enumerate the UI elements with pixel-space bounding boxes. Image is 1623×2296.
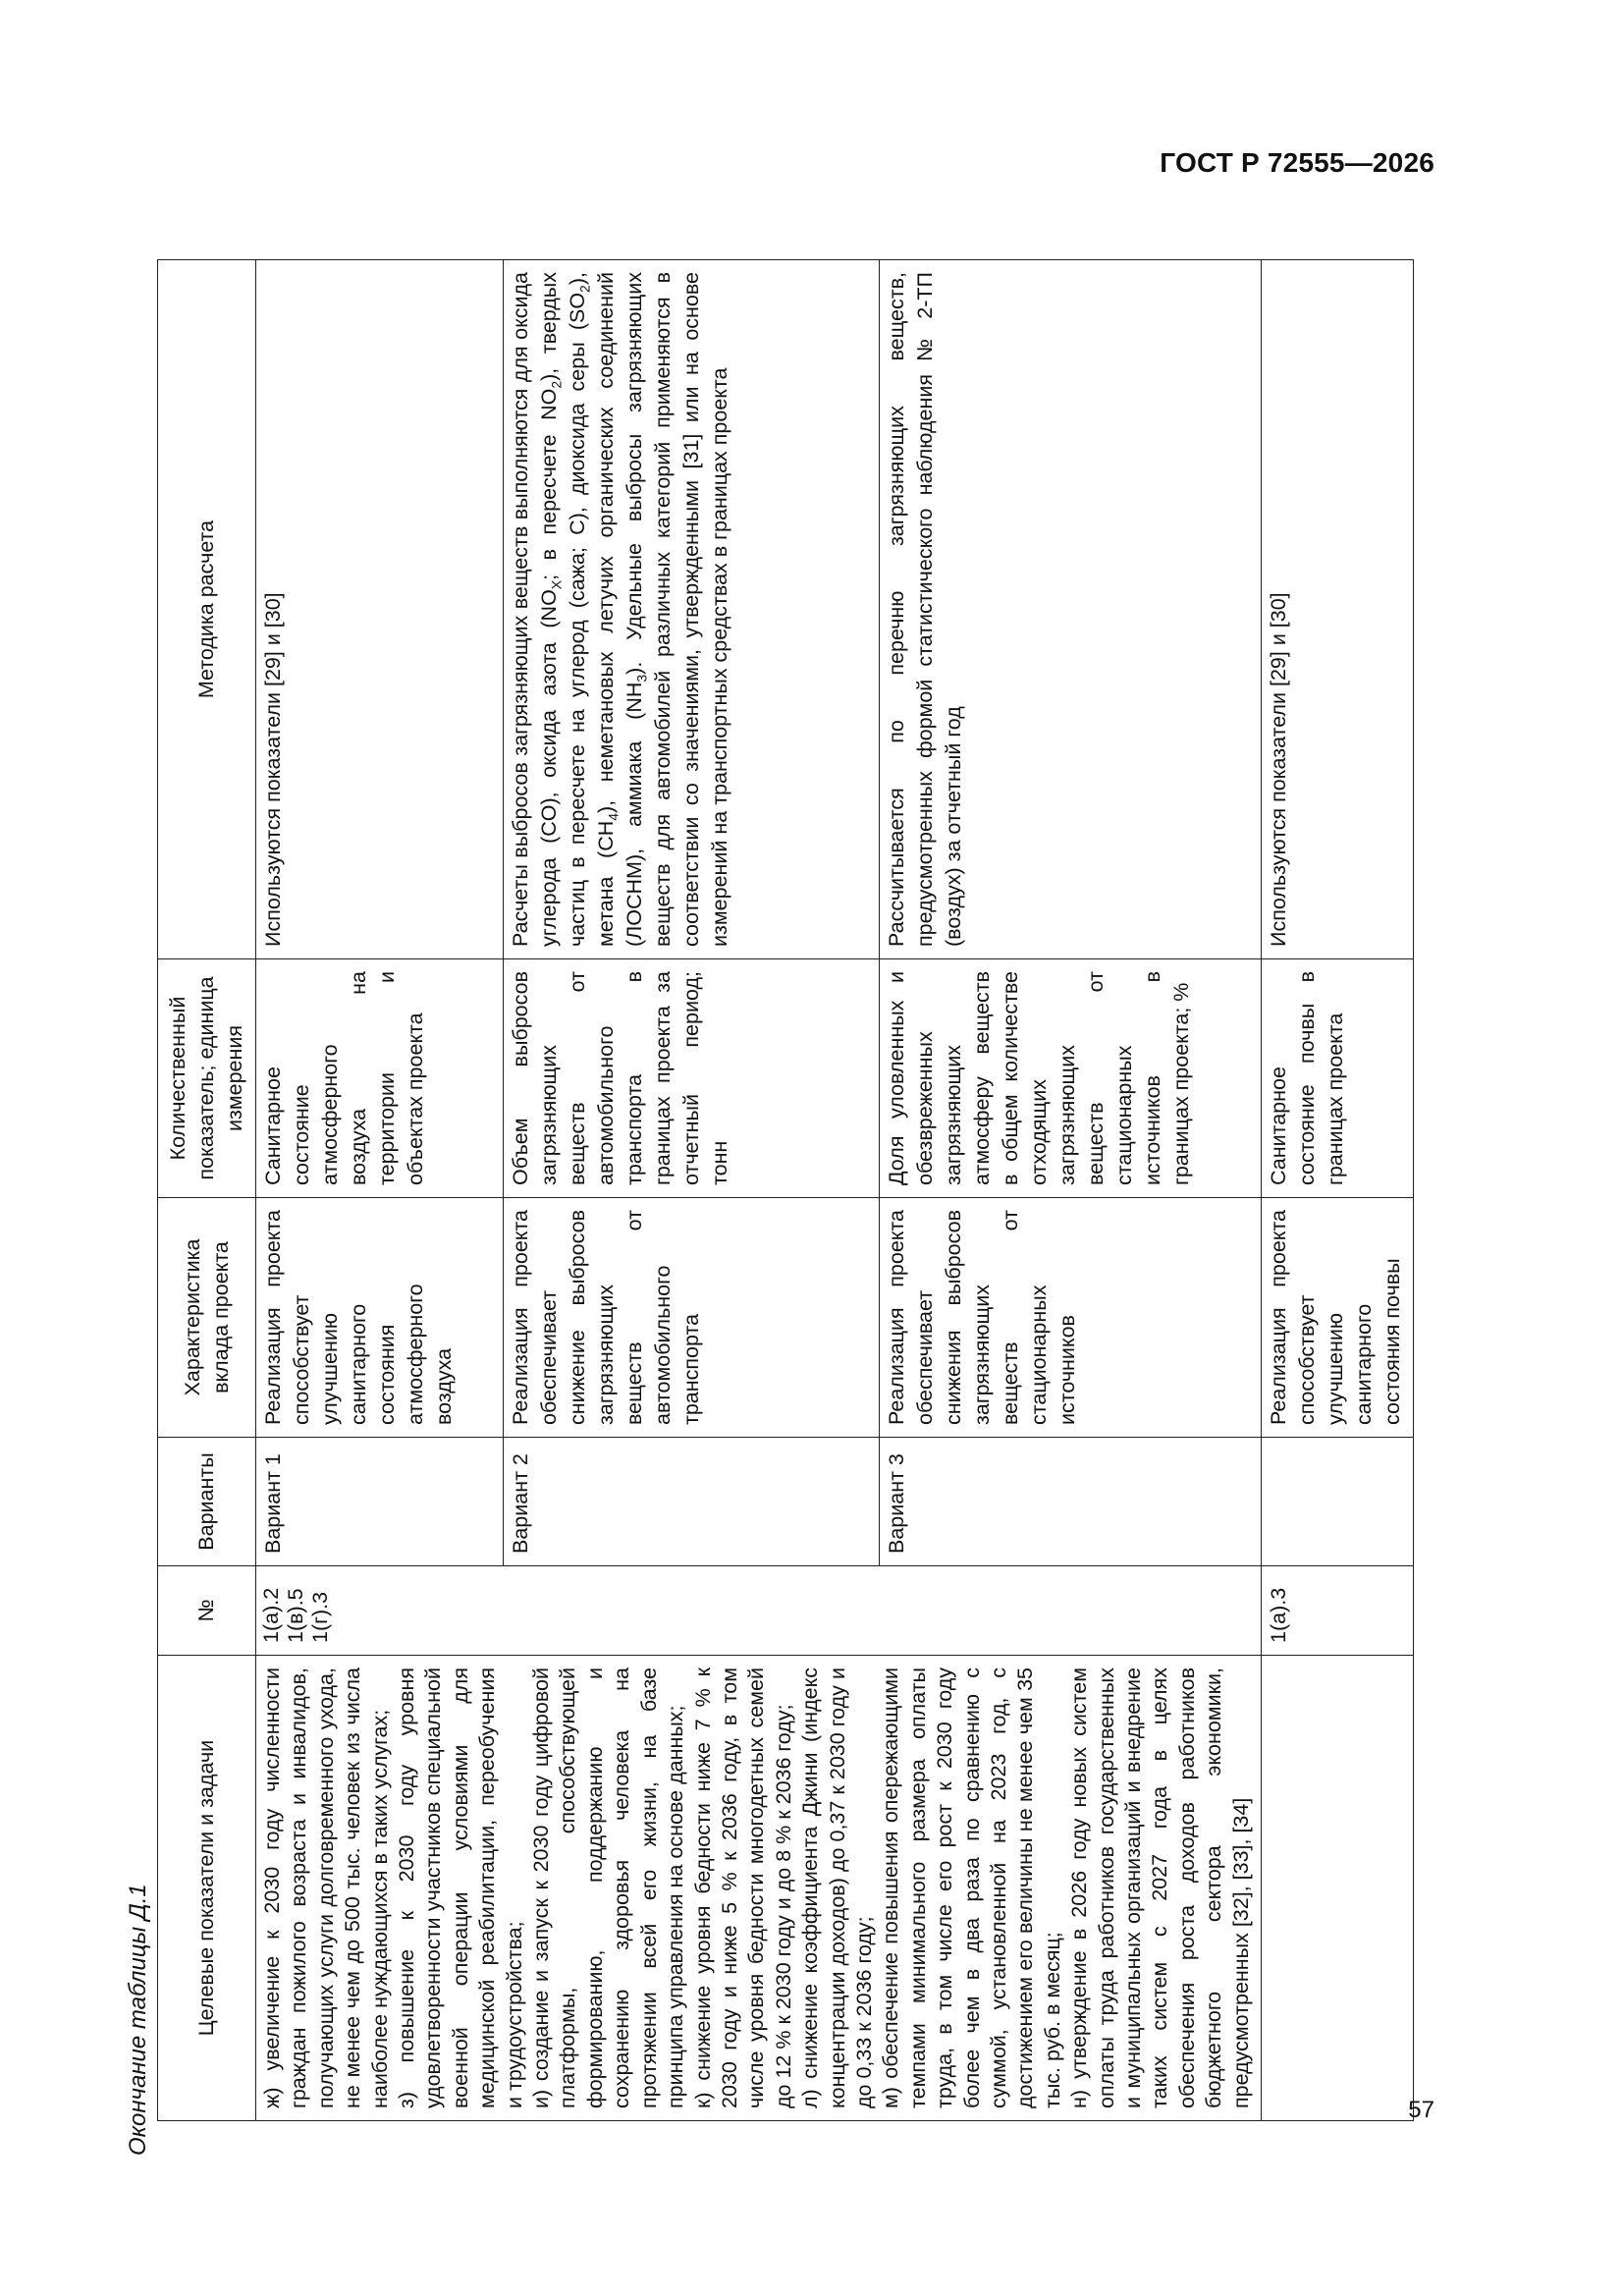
method-cell: Рассчитывается по перечню загрязняющих веществ, предусмотренных формой статистического наблюдения № 2-ТП (воздух) за отчетный год [880,260,1262,959]
col-header-indicator: Количественный показатель; единица измерения [158,959,256,1198]
number-item: 1(г).3 [308,1591,332,1643]
indicator-cell: Доля уловленных и обезвреженных загрязняющих атмосферу веществ в общем количестве отходящих загрязняющих веществ от стационарных источников в границах проекта; % [880,959,1262,1198]
subscript: 3 [632,674,649,683]
indicator-cell: Санитарное состояние почвы в границах проекта [1262,959,1414,1198]
method-text: ). Удельные выбросы загрязняющих веществ для автомобилей различных категорий применяются в соответствии со значениями, утвержденными [31] или на основе измерений на транспортных средствах в границах проекта [622,272,731,947]
method-text: ; в пересчете NO [536,388,561,580]
table-caption: Окончание таблицы Д.1 [125,1884,151,2156]
table-row [256,260,504,2121]
table-row [1262,260,1414,2121]
rotated-page-content [120,231,1435,2156]
method-cell: Используются показатели [29] и [30] [256,260,504,959]
number-item: 1(а).2 [259,1587,283,1643]
results-table [157,259,1414,2121]
variant-cell: Вариант 3 [880,1438,1262,1566]
goals-cell-empty [1262,1656,1414,2121]
goals-cell [256,1656,1262,2121]
goal-item: м) обеспечение повышения опережающими темпами минимального размера оплаты труда, в том числе его рост к 2030 году более чем в два раза по сравнению с суммой, установленной на 2023 год, с достижением его величины не менее чем 35 тыс. руб. в месяц; [879,1667,1064,2108]
method-text: ), неметановых летучих органических соединений (ЛОСНМ), аммиака (NH [593,272,646,947]
col-header-goals: Целевые показатели и задачи [158,1656,256,2121]
goal-item: ж) увеличение к 2030 году численности граждан пожилого возраста и инвалидов, получающих услуги долговременного ухода, не менее чем до 500 тыс. человек из числа наиболее нуждающихся в таких услугах; [260,1667,392,2108]
variant-cell [1262,1438,1414,1566]
col-header-contribution: Характеристика вклада проекта [158,1198,256,1438]
col-header-method: Методика расчета [158,260,256,959]
col-header-variants: Варианты [158,1438,256,1566]
contribution-cell: Реализация проекта обеспечивает снижение выбросов загрязняющих веществ от автомобильного транспорта [503,1198,880,1438]
goal-item: к) снижение уровня бедности ниже 7 % к 2030 году и ниже 5 % к 2036 году, в том числе уровня бедности многодетных семей до 12 % к 2030 году и до 8 % к 2036 году; [690,1667,795,2108]
method-cell: Используются показатели [29] и [30] [1262,260,1414,959]
goal-item: и) создание и запуск к 2030 году цифровой платформы, способствующей формированию, поддержанию и сохранению здоровья человека на протяжении всей его жизни, на базе принципа управления на основе данных; [529,1667,688,2108]
indicator-cell: Объем выбросов загрязняющих веществ от автомобильного транспорта в границах проекта за отчетный период; тонн [503,959,880,1198]
goal-item: н) утверждение в 2026 году новых систем оплаты труда работников государственных и муниципальных организаций и внедрение таких систем с 2027 года в целях обеспечения роста доходов работников бюджетного сектора экономики, предусмотренных [32], [33], [34] [1067,1667,1253,2108]
method-cell [503,260,880,959]
subscript: X [547,579,564,590]
goal-item: з) повышение к 2030 году уровня удовлетворенности участников специальной военной операции условиями для медицинской реабилитации, переобучения и трудоустройства; [395,1667,526,2108]
col-header-number: № [158,1566,256,1656]
number-item: 1(в).5 [284,1588,307,1643]
table-header-row [158,260,256,2121]
contribution-cell: Реализация проекта способствует улучшению санитарного состояния атмосферного воздуха [256,1198,504,1438]
goal-item: л) снижение коэффициента Джини (индекс концентрации доходов) до 0,37 к 2030 году и до 0,33 к 2036 году; [798,1667,876,2108]
method-text: ), метана (CH [565,272,618,947]
method-text: ), твердых частиц в пересчете на углерод (сажа; C), диоксида серы (SO [536,272,589,947]
number-cell: 1(а).3 [1262,1566,1414,1656]
number-cell [256,1566,1262,1656]
contribution-cell: Реализация проекта способствует улучшению санитарного состояния почвы [1262,1198,1414,1438]
contribution-cell: Реализация проекта обеспечивает снижения выбросов загрязняющих веществ от стационарных источников [880,1198,1262,1438]
method-text: Расчеты выбросов загрязняющих веществ выполняются для оксида углерода (CO), оксида азота (NO [508,272,561,947]
page-number: 57 [1408,2097,1434,2123]
document-code: ГОСТ Р 72555—2026 [1160,147,1434,178]
indicator-cell: Санитарное состояние атмосферного воздуха на территории и объектах проекта [256,959,504,1198]
variant-cell: Вариант 1 [256,1438,504,1566]
variant-cell: Вариант 2 [503,1438,880,1566]
subscript: 2 [575,285,592,293]
subscript: 2 [547,380,564,389]
subscript: 4 [604,812,621,821]
